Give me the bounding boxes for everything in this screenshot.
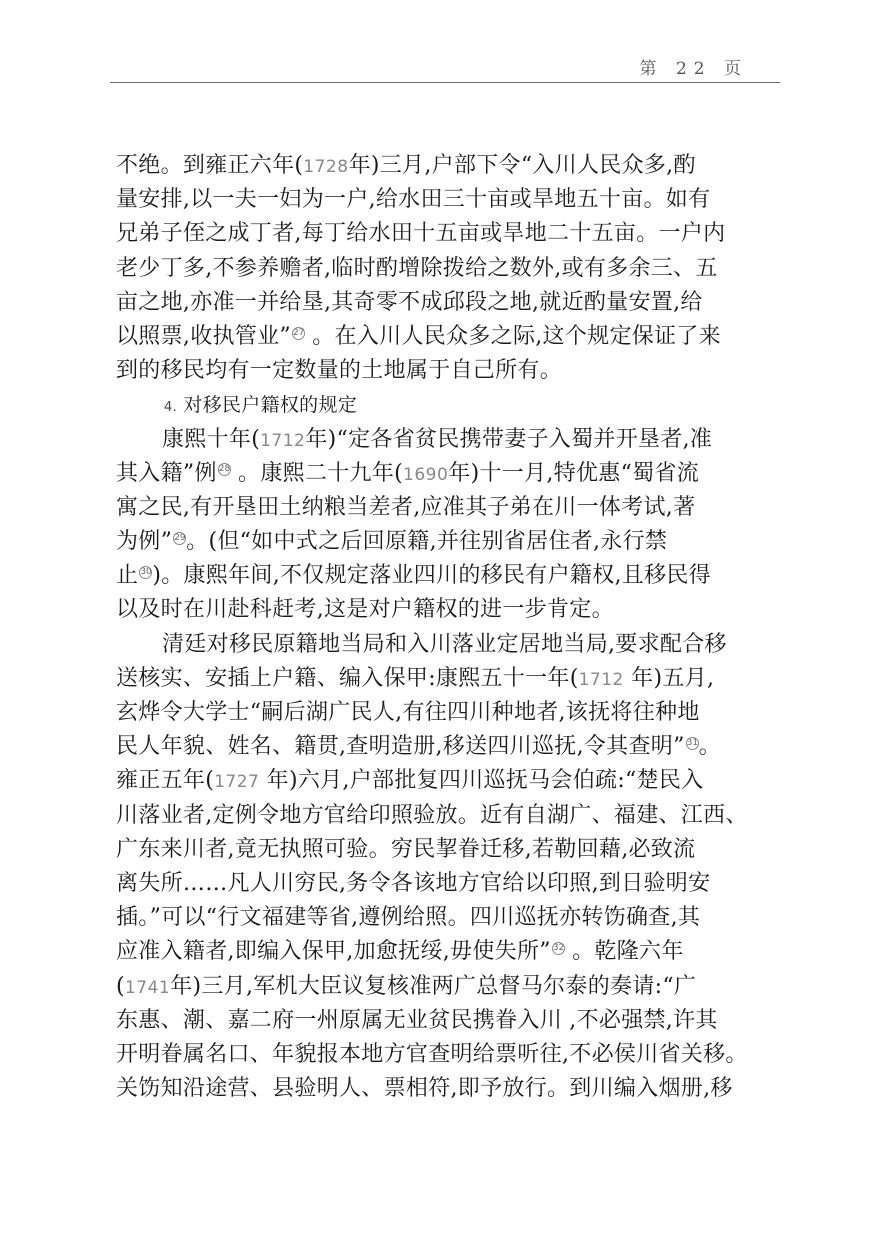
text-line [116, 867, 768, 901]
year-number: 1741 [124, 977, 171, 998]
text-segment: 亩之地,亦准一并给垦,其奇零不成邱段之地,就近酌量安置,给 [116, 289, 703, 315]
footnote-marker: 27 [292, 327, 305, 338]
section-heading [116, 388, 768, 422]
text-line [116, 457, 768, 491]
heading-number: 4. [164, 400, 178, 416]
text-line [116, 149, 768, 183]
text-segment: 开明眷属名口、年貌报本地方官查明给票听往,不必侯川省关移。 [116, 1041, 748, 1067]
text-segment: 年)五月, [623, 665, 715, 691]
text-line [116, 833, 768, 867]
text-line [116, 662, 768, 696]
text-line [116, 1038, 768, 1072]
text-segment: 玄烨令大学士“嗣后湖广民人,有往四川种地者,该抚将往种地 [116, 700, 700, 725]
text-segment: 离失所……凡人川穷民,务令各该地方官给以印照,到日验明安 [116, 870, 711, 896]
text-segment: 清廷对移民原籍地当局和入川落业定居地当局,要求配合移 [162, 631, 727, 657]
text-segment: 应准入籍者,即编入保甲,加愈抚绥,毋使失所” [116, 939, 551, 965]
text-line [116, 628, 768, 662]
text-segment: 。(但“如中式之后回原籍,并往别省居住者,永行禁 [186, 529, 668, 555]
footnote-marker: 31 [686, 737, 699, 748]
text-segment: 广东来川者,竟无执照可验。穷民挈眷迁移,若勒回藉,必致流 [116, 836, 696, 862]
text-line [116, 764, 768, 798]
text-segment: 到的移民均有一定数量的土地属于自己所有。 [116, 358, 563, 384]
text-segment: 老少丁多,不参养赡者,临时酌增除拨给之数外,或有多余三、五 [116, 255, 718, 281]
text-line [116, 252, 768, 286]
page-number: 第 22 页 [639, 59, 748, 79]
footnote-marker: 29 [174, 532, 186, 543]
text-line [116, 799, 768, 833]
year-number: 1712 [578, 669, 624, 690]
text-segment: 量安排,以一夫一妇为一户,给水田三十亩或旱地五十亩。如有 [116, 187, 711, 213]
text-segment: 雍正五年( [116, 768, 215, 794]
text-segment: 其入籍”例 [116, 460, 217, 486]
text-segment: 年)“定各省贫民携带妻子入蜀并开垦者,准 [305, 426, 713, 452]
text-segment: 。在入川人民众多之际,这个规定保证了来 [304, 323, 721, 349]
text-line [116, 559, 768, 593]
text-segment: 对移民户籍权的规定 [177, 394, 358, 417]
text-line [116, 525, 768, 559]
text-segment: 川落业者,定例令地方官给印照验放。近有自湖广、福建、江西、 [116, 802, 748, 828]
text-segment: 康熙十年( [162, 426, 261, 452]
text-line [116, 491, 768, 525]
text-segment: 。康熙二十九年( [230, 460, 404, 486]
text-segment: 以及时在川赴科赶考,这是对户籍权的进一步肯定。 [116, 597, 614, 623]
text-segment: 年)十一月,特优惠“蜀省流 [448, 460, 700, 486]
text-segment: 东惠、潮、嘉二府一州原属无业贫民携眷入川 ,不必强禁,许其 [116, 1007, 718, 1033]
footnote-marker: 28 [218, 464, 231, 475]
text-segment: 年)三月,户部下令“入川人民众多,酌 [348, 153, 696, 178]
text-segment: 民人年貌、姓名、籍贯,查明造册,移送四川巡抚,令其查明” [116, 734, 685, 760]
text-line [116, 970, 768, 1004]
footnote-marker: 32 [552, 942, 565, 953]
header-rule [110, 82, 780, 83]
text-line [116, 935, 768, 969]
text-segment: 。 [698, 734, 721, 760]
body-text [116, 149, 768, 1106]
text-segment: 止 [116, 563, 139, 589]
text-line [116, 423, 768, 457]
footnote-marker: 30 [140, 566, 152, 577]
text-line [116, 1004, 768, 1038]
text-line [116, 901, 768, 935]
text-segment: 寓之民,有开垦田土纳粮当差者,应准其子弟在川一体考试,著 [116, 494, 696, 520]
text-line [116, 183, 768, 217]
text-segment: 送核实、安插上户籍、编入保甲:康熙五十一年( [116, 665, 579, 691]
text-segment: 插。”可以“行文福建等省,遵例给照。四川巡抚亦转饬确查,其 [116, 905, 701, 931]
year-number: 1712 [260, 430, 306, 451]
text-segment: 以照票,收执管业” [116, 323, 291, 349]
text-segment: )。康熙年间,不仅规定落业四川的移民有户籍权,且移民得 [152, 563, 711, 589]
text-line [116, 696, 768, 730]
year-number: 1727 [214, 772, 260, 793]
text-segment: ( [116, 973, 125, 999]
text-segment: 。乾隆六年 [564, 939, 684, 965]
year-number: 1690 [403, 464, 449, 485]
text-line [116, 320, 768, 354]
text-line [116, 593, 768, 627]
text-segment: 年)六月,户部批复四川巡抚马会伯疏:“楚民入 [259, 768, 704, 794]
text-segment: 关饬知沿途营、县验明人、票相符,即予放行。到川编入烟册,移 [116, 1076, 733, 1102]
page-header [110, 54, 780, 84]
year-number: 1728 [303, 157, 349, 177]
text-line [116, 286, 768, 320]
text-segment: 为例” [116, 529, 173, 555]
text-line [116, 217, 768, 251]
text-segment: 兄弟子侄之成丁者,每丁给水田十五亩或旱地二十五亩。一户内 [116, 221, 726, 247]
text-segment: 不绝。到雍正六年( [116, 153, 304, 178]
text-line [116, 730, 768, 764]
text-line [116, 354, 768, 388]
text-segment: 年)三月,军机大臣议复核准两广总督马尔泰的奏请:“广 [170, 973, 697, 999]
text-line [116, 1072, 768, 1106]
